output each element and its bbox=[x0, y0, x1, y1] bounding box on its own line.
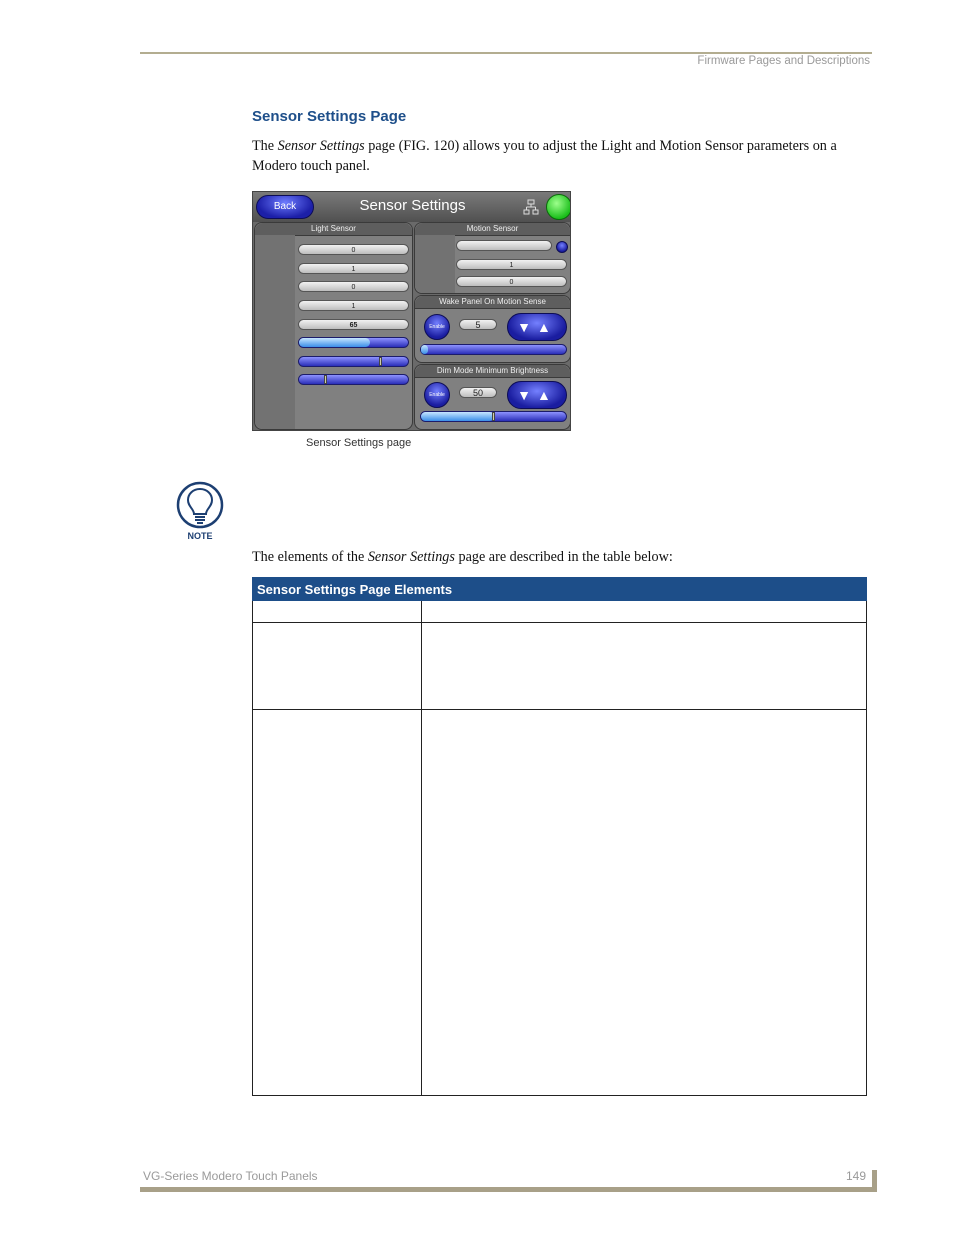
dim-mode-slider-handle[interactable] bbox=[379, 357, 382, 366]
light-bottom-slider[interactable] bbox=[298, 374, 409, 385]
dim-mode-slider[interactable] bbox=[298, 356, 409, 367]
motion-indicator bbox=[556, 241, 568, 253]
elements-table bbox=[252, 577, 867, 1096]
sensor-settings-screenshot bbox=[252, 191, 571, 431]
motion-sensor-label-column bbox=[415, 235, 455, 293]
table-row bbox=[253, 601, 867, 623]
label-light-sensor-level bbox=[258, 245, 294, 250]
section-title: Sensor Settings Page bbox=[252, 108, 407, 125]
back-button[interactable]: Back bbox=[256, 195, 314, 219]
dim-mode-title: Dim Mode Minimum Brightness bbox=[415, 365, 570, 378]
light-field-1[interactable]: 1 bbox=[298, 263, 409, 274]
intro-text-1: The bbox=[252, 138, 278, 154]
dim-brightness-slider[interactable] bbox=[420, 411, 567, 422]
motion-sensor-title: Motion Sensor bbox=[415, 223, 570, 236]
table-cell bbox=[253, 623, 422, 710]
motion-field-2[interactable]: 0 bbox=[456, 276, 567, 287]
motion-field-1[interactable]: 1 bbox=[456, 259, 567, 270]
header-rule bbox=[140, 52, 872, 54]
note-lightbulb-icon bbox=[176, 481, 224, 541]
running-title: Firmware Pages and Descriptions bbox=[697, 55, 870, 67]
dim-up-down-button[interactable]: ▼▲ bbox=[507, 381, 567, 409]
status-indicator bbox=[546, 194, 571, 220]
dim-brightness-handle[interactable] bbox=[492, 412, 495, 421]
table-row bbox=[253, 623, 867, 710]
motion-field-0[interactable] bbox=[456, 240, 552, 251]
light-sensor-group bbox=[254, 222, 413, 430]
table-cell bbox=[422, 623, 867, 710]
note-label: NOTE bbox=[187, 531, 213, 541]
wake-panel-group bbox=[414, 295, 571, 363]
footer-doc-title: VG-Series Modero Touch Panels bbox=[143, 1169, 318, 1183]
light-field-0[interactable]: 0 bbox=[298, 244, 409, 255]
wake-value-field[interactable]: 5 bbox=[459, 319, 497, 330]
dim-value-field[interactable]: 50 bbox=[459, 387, 497, 398]
dim-mode-group bbox=[414, 364, 571, 430]
light-level-fill bbox=[299, 338, 370, 347]
intro-italic: Sensor Settings bbox=[277, 138, 365, 154]
light-level-field[interactable]: 65 bbox=[298, 319, 409, 330]
intro-text-2: page (FIG. 120) allows you to adjust the Light and Motion Sensor parameters on a Modero touch panel. bbox=[252, 138, 837, 174]
wake-up-down-button[interactable]: ▼▲ bbox=[507, 313, 567, 341]
light-sensor-title: Light Sensor bbox=[255, 223, 412, 236]
page-number: 149 bbox=[846, 1169, 867, 1183]
table-intro-1: The elements of the bbox=[252, 549, 368, 565]
network-icon bbox=[523, 199, 539, 215]
light-field-2[interactable]: 0 bbox=[298, 281, 409, 292]
wake-slider[interactable] bbox=[420, 344, 567, 355]
table-cell bbox=[422, 710, 867, 1096]
panel-title: Sensor Settings bbox=[359, 197, 466, 214]
table-intro bbox=[252, 549, 673, 566]
table-title: Sensor Settings Page Elements bbox=[253, 578, 867, 601]
dim-enable-button[interactable]: Enable bbox=[424, 382, 450, 408]
table-cell bbox=[253, 601, 422, 623]
wake-slider-fill bbox=[421, 345, 428, 354]
table-cell bbox=[422, 601, 867, 623]
table-intro-2: page are described in the table below: bbox=[454, 549, 673, 565]
wake-enable-button[interactable]: Enable bbox=[424, 314, 450, 340]
table-cell bbox=[253, 710, 422, 1096]
light-sensor-label-column bbox=[255, 235, 295, 429]
footer-tick bbox=[872, 1170, 877, 1192]
dim-brightness-fill bbox=[421, 412, 494, 421]
table-intro-italic: Sensor Settings bbox=[367, 549, 455, 565]
wake-panel-title: Wake Panel On Motion Sense bbox=[415, 296, 570, 309]
light-field-3[interactable]: 1 bbox=[298, 300, 409, 311]
figure-caption: Sensor Settings page bbox=[306, 437, 412, 449]
light-bottom-slider-handle[interactable] bbox=[324, 375, 327, 384]
table-row bbox=[253, 710, 867, 1096]
intro-paragraph bbox=[252, 136, 868, 176]
motion-sensor-group bbox=[414, 222, 571, 294]
light-level-bar bbox=[298, 337, 409, 348]
footer-rule bbox=[140, 1187, 876, 1192]
